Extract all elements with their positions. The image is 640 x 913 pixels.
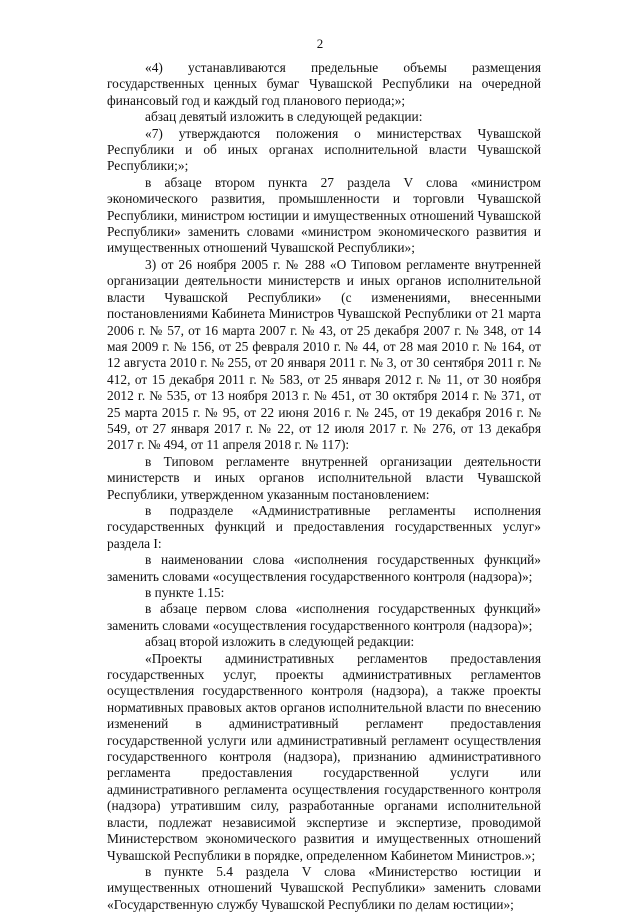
- paragraph: «7) утверждаются положения о министерствах Чувашской Республики и об иных органах исполнительной власти Чувашской Республики;»;: [107, 125, 541, 174]
- document-body: [107, 60, 541, 913]
- paragraph: в Типовом регламенте внутренней организации деятельности министерств и иных органов исполнительной власти Чувашской Республики, утвержденном указанным постановлением:: [107, 453, 541, 502]
- paragraph: в абзаце втором пункта 27 раздела V слова «министром экономического развития, промышленности и торговли Чувашской Республики, министром юстиции и имущественных отношений Чувашской Республики» заменить словами «министром экономического развития и имущественных отношений Чувашской Республики»;: [107, 174, 541, 256]
- paragraph: абзац девятый изложить в следующей редакции:: [145, 109, 423, 125]
- paragraph: «4) устанавливаются предельные объемы размещения государственных ценных бумаг Чувашской Республики на очередной финансовый год и каждый год планового периода;»;: [107, 60, 541, 108]
- paragraph: в подразделе «Административные регламенты исполнения государственных функций и предоставления государственных услуг» раздела I:: [107, 502, 541, 551]
- paragraph: «Проекты административных регламентов предоставления государственных услуг, проекты административных регламентов осуществления государственного контроля (надзора), а также проекты нормативных правовых актов органов исполнительной власти по внесению изменений в административный регламент предоставления государственной услуги или административный регламент осуществления государственного контроля (надзора), признанию административного регламента предоставления государственной услуги или административного регламента осуществления государственного контроля (надзора) утратившим силу, разработанные органами исполнительной власти, подлежат независимой экспертизе и экспертизе, проводимой Министерством экономического развития и имущественных отношений Чувашской Республики в порядке, определенном Кабинетом Министров.»;: [107, 650, 541, 863]
- paragraph: в абзаце первом слова «исполнения государственных функций» заменить словами «осуществления государственного контроля (надзора)»;: [107, 601, 541, 633]
- paragraph: абзац второй изложить в следующей редакции:: [145, 634, 415, 650]
- paragraph: в пункте 1.15:: [145, 585, 225, 600]
- paragraph: 3) от 26 ноября 2005 г. № 288 «О Типовом регламенте внутренней организации деятельности министерств и иных органов исполнительной власти Чувашской Республики» (с изменениями, внесенными постановлениями Кабинета Министров Чувашской Республики от 21 марта 2006 г. № 57, от 16 марта 2007 г. № 43, от 25 декабря 2007 г. № 348, от 14 мая 2009 г. № 156, от 25 февраля 2010 г. № 44, от 28 мая 2010 г. № 164, от 12 августа 2010 г. № 255, от 20 января 2011 г. № 3, от 30 сентября 2011 г. № 412, от 15 декабря 2011 г. № 583, от 25 января 2012 г. № 11, от 30 ноября 2012 г. № 535, от 13 ноября 2013 г. № 451, от 30 октября 2014 г. № 371, от 25 марта 2015 г. № 95, от 22 июня 2016 г. № 245, от 19 декабря 2016 г. № 549, от 27 января 2017 г. № 22, от 12 июля 2017 г. № 276, от 13 декабря 2017 г. № 494, от 11 апреля 2018 г. № 117):: [107, 256, 541, 453]
- page-number: 2: [316, 36, 324, 51]
- paragraph: в пункте 5.4 раздела V слова «Министерство юстиции и имущественных отношений Чувашской Республики» заменить словами «Государственную службу Чувашской Республики по делам юстиции»;: [107, 863, 541, 912]
- paragraph: в наименовании слова «исполнения государственных функций» заменить словами «осуществления государственного контроля (надзора)»;: [107, 552, 541, 584]
